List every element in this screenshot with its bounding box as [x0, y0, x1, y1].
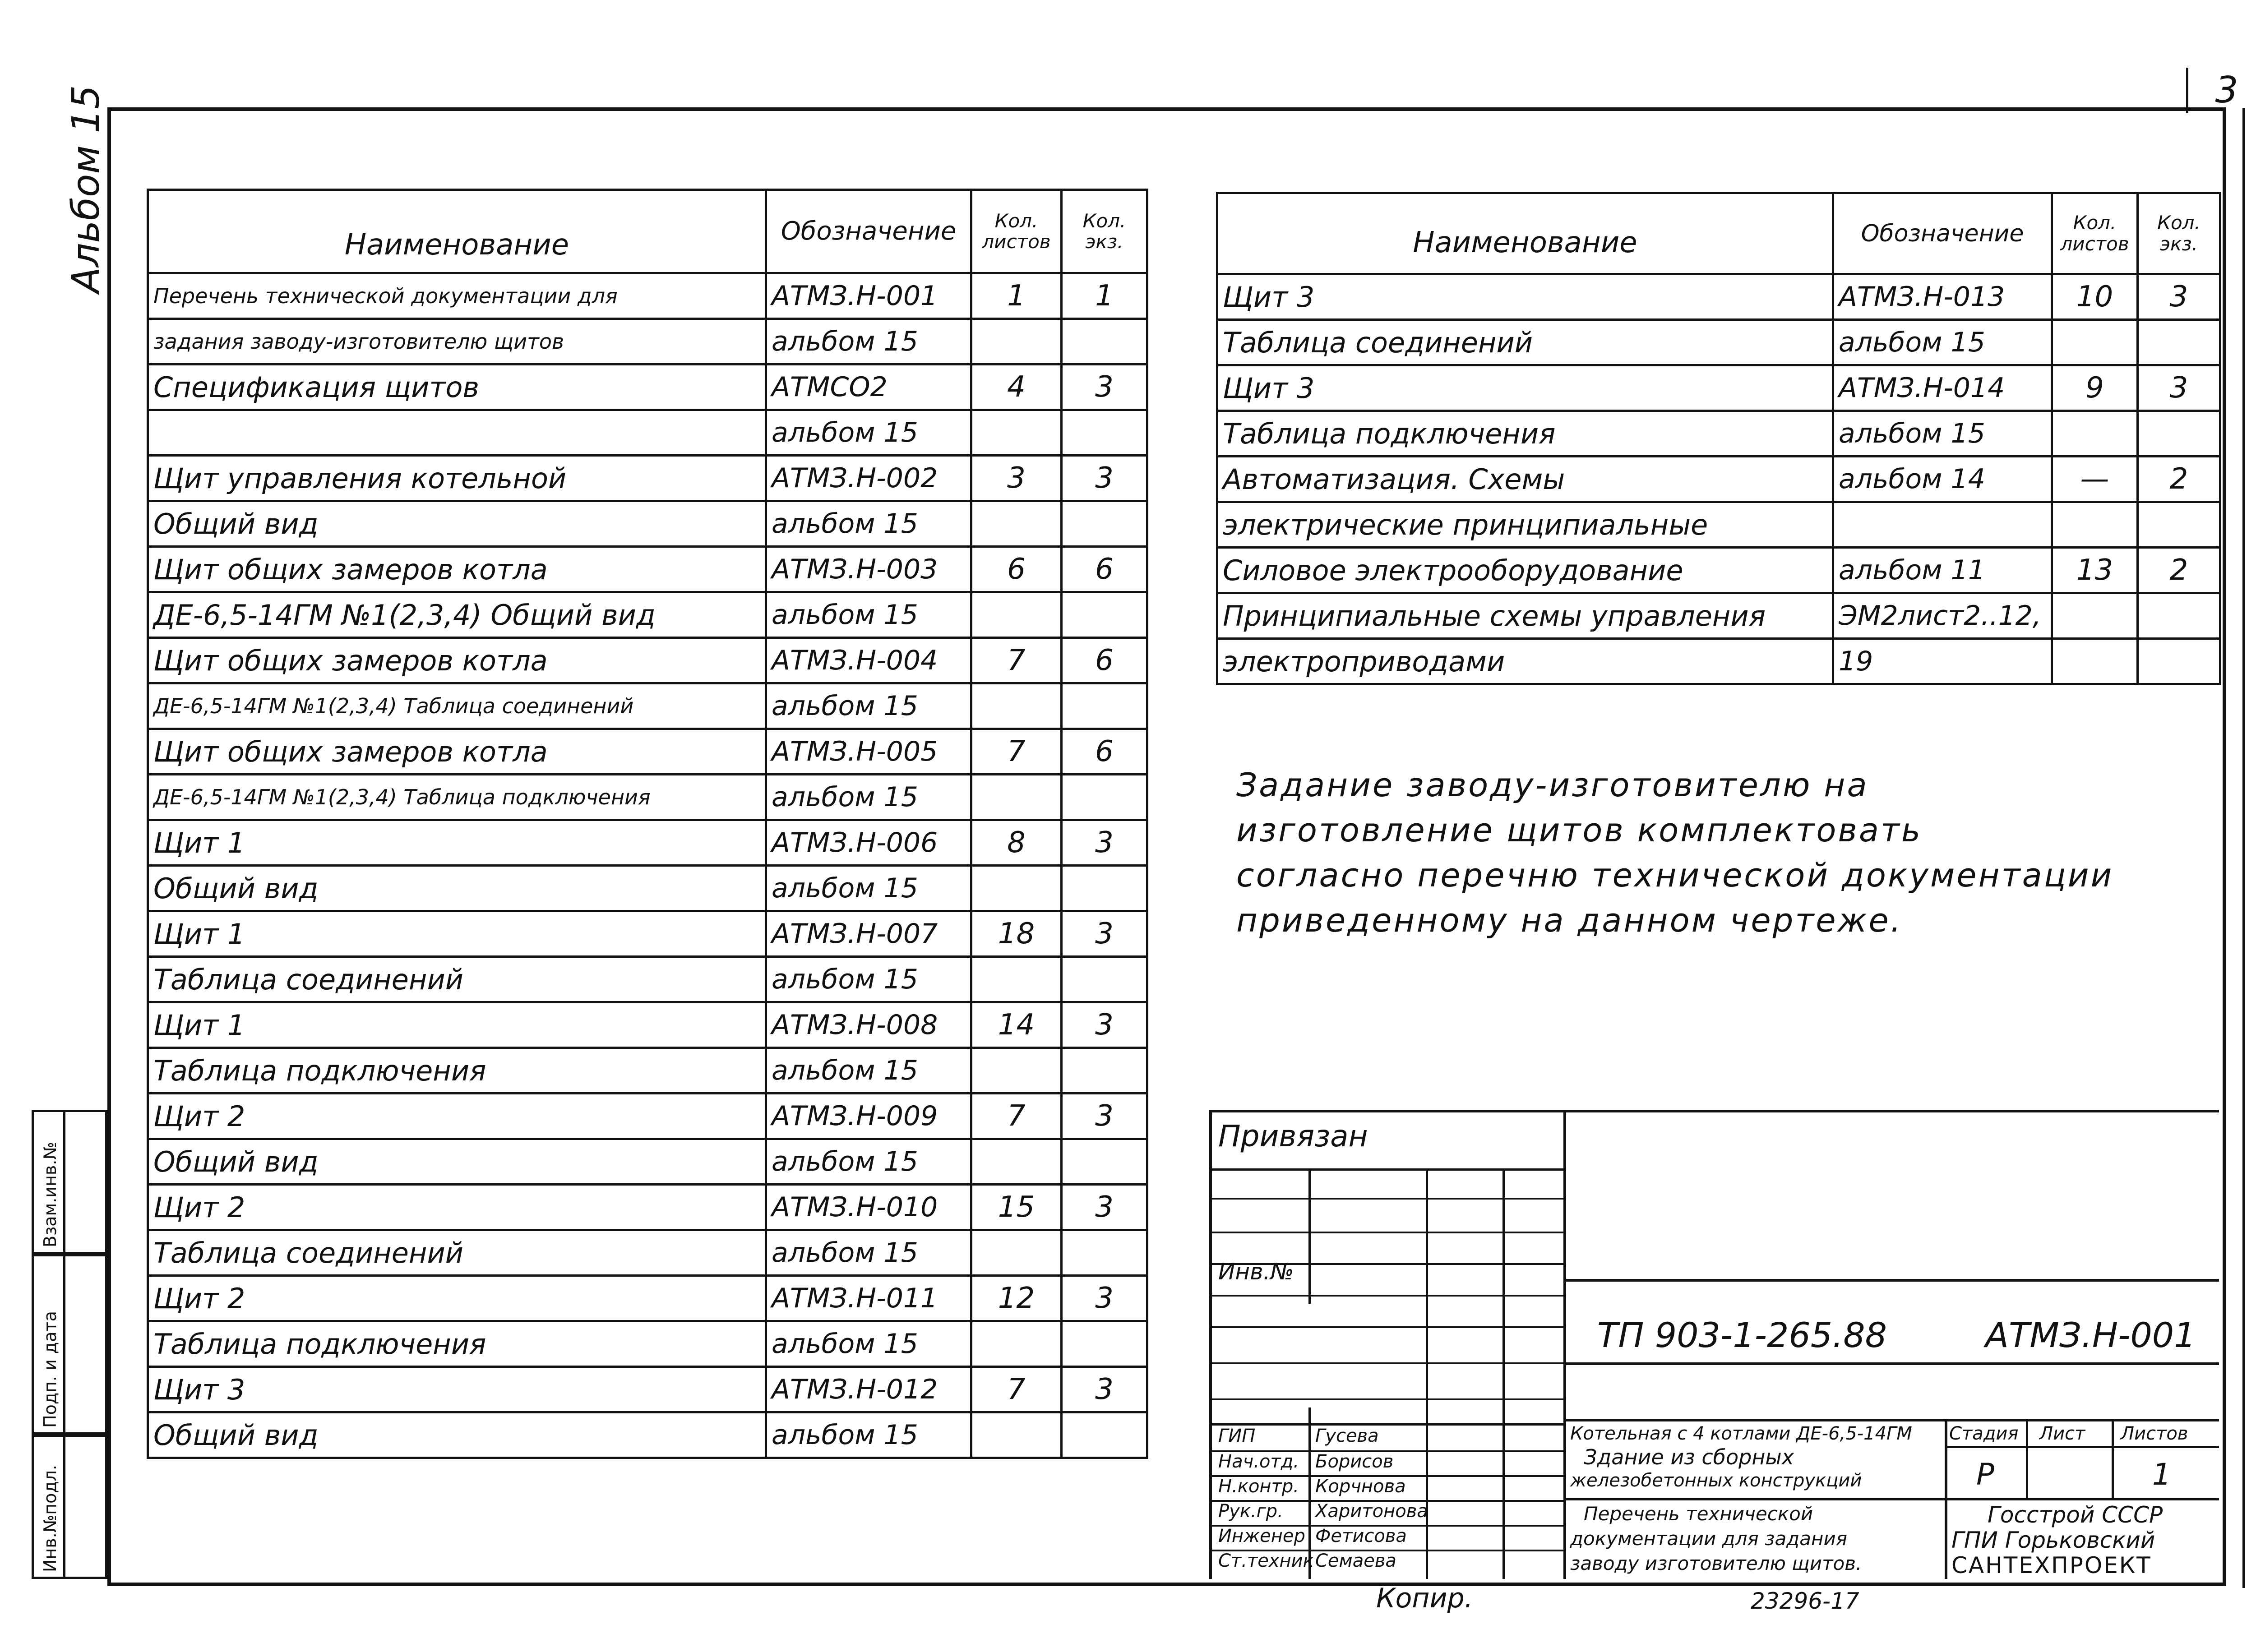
- cell-copies: 3: [1062, 911, 1147, 957]
- table-row: [1217, 548, 2220, 593]
- table-row: [1217, 411, 2220, 457]
- cell-copies: [1062, 501, 1147, 547]
- cell-copies: 3: [1062, 1185, 1147, 1230]
- cell-copies: [1062, 592, 1147, 638]
- cell-sheets: 6: [971, 547, 1062, 592]
- cell-sheets: 10: [2052, 274, 2138, 320]
- signer-role: Ст.техник: [1218, 1550, 1314, 1571]
- cell-copies: [2138, 639, 2220, 684]
- cell-copies: [1062, 1412, 1147, 1458]
- cell-name: Перечень технической документации для: [148, 273, 766, 319]
- table-row: [148, 729, 1147, 775]
- cell-designation: [1833, 502, 2052, 548]
- cell-copies: 2: [2138, 548, 2220, 593]
- stage-value: Р: [1976, 1457, 1994, 1492]
- cell-copies: [1062, 1139, 1147, 1185]
- cell-sheets: 13: [2052, 548, 2138, 593]
- cell-sheets: [971, 957, 1062, 1002]
- table-row: [148, 273, 1147, 319]
- cell-name: электрические принципиальные: [1217, 502, 1833, 548]
- cell-copies: [1062, 957, 1147, 1002]
- cell-name: Щит 2: [148, 1094, 766, 1139]
- cell-sheets: [971, 1321, 1062, 1367]
- table-row: [148, 1321, 1147, 1367]
- table-row: [148, 1094, 1147, 1139]
- cell-designation: альбом 15: [1833, 411, 2052, 457]
- cell-designation: АТМЗ.Н-001: [766, 273, 971, 319]
- cell-copies: [1062, 866, 1147, 911]
- object-description: [1570, 1422, 1912, 1492]
- privyazan-label: Привязан: [1218, 1119, 1368, 1154]
- cell-copies: [2138, 320, 2220, 365]
- cell-designation: АТМЗ.Н-007: [766, 911, 971, 957]
- cell-designation: альбом 11: [1833, 548, 2052, 593]
- cell-sheets: 12: [971, 1276, 1062, 1321]
- cell-designation: АТМЗ.Н-009: [766, 1094, 971, 1139]
- cell-name: Таблица подключения: [1217, 411, 1833, 457]
- archive-number: 23296-17: [1751, 1588, 1859, 1614]
- cell-designation: альбом 15: [766, 866, 971, 911]
- cell-copies: [1062, 1321, 1147, 1367]
- cell-sheets: [971, 1139, 1062, 1185]
- frame-margin-line: [2242, 108, 2245, 1588]
- table-row: [148, 410, 1147, 456]
- cell-copies: 3: [1062, 1367, 1147, 1412]
- cell-sheets: 1: [971, 273, 1062, 319]
- cell-name: задания заводу-изготовителю щитов: [148, 319, 766, 365]
- cell-sheets: [971, 683, 1062, 729]
- cell-sheets: [971, 1230, 1062, 1276]
- table-row: [148, 1002, 1147, 1048]
- cell-copies: [1062, 775, 1147, 820]
- signer-role: Нач.отд.: [1218, 1451, 1299, 1472]
- right-header-name: Наименование: [1217, 193, 1833, 274]
- cell-name: Таблица подключения: [148, 1321, 766, 1367]
- cell-designation: АТМЗ.Н-013: [1833, 274, 2052, 320]
- note-line: приведенному на данном чертеже.: [1236, 901, 1903, 939]
- sheet-header: Лист: [2039, 1423, 2085, 1444]
- cell-name: Принципиальные схемы управления: [1217, 593, 1833, 639]
- cell-sheets: [971, 410, 1062, 456]
- cell-name: Щит 1: [148, 911, 766, 957]
- cell-copies: 1: [1062, 273, 1147, 319]
- cell-copies: 6: [1062, 638, 1147, 683]
- cell-designation: альбом 15: [766, 1230, 971, 1276]
- table-row: [148, 775, 1147, 820]
- table-row: [148, 638, 1147, 683]
- cell-designation: АТМЗ.Н-014: [1833, 365, 2052, 411]
- table-row: [148, 1276, 1147, 1321]
- cell-copies: [1062, 683, 1147, 729]
- cell-designation: АТМЗ.Н-012: [766, 1367, 971, 1412]
- cell-name: Щит общих замеров котла: [148, 547, 766, 592]
- cell-designation: альбом 15: [766, 1139, 971, 1185]
- cell-designation: АТМЗ.Н-011: [766, 1276, 971, 1321]
- cell-name: Силовое электрооборудование: [1217, 548, 1833, 593]
- cell-copies: [1062, 1230, 1147, 1276]
- cell-copies: 3: [2138, 274, 2220, 320]
- cell-sheets: 8: [971, 820, 1062, 866]
- right-header-copies: Кол. экз.: [2138, 193, 2220, 274]
- side-label-inv: Инв.№подл.: [40, 1464, 60, 1572]
- cell-designation: альбом 15: [766, 319, 971, 365]
- org-line: САНТЕХПРОЕКТ: [1951, 1552, 2152, 1578]
- cell-name: Щит общих замеров котла: [148, 638, 766, 683]
- doc-title-line: заводу изготовителю щитов.: [1570, 1552, 1862, 1574]
- sheets-header: Листов: [2121, 1423, 2188, 1444]
- cell-copies: [1062, 1048, 1147, 1094]
- cell-designation: альбом 15: [766, 1321, 971, 1367]
- cell-designation: альбом 15: [766, 683, 971, 729]
- cell-designation: альбом 14: [1833, 457, 2052, 502]
- assembly-note: [1236, 762, 2184, 943]
- cell-sheets: 7: [971, 1367, 1062, 1412]
- cell-designation: альбом 15: [766, 410, 971, 456]
- cell-name: Таблица соединений: [1217, 320, 1833, 365]
- cell-sheets: [971, 1048, 1062, 1094]
- left-spec-table: [147, 189, 1148, 1459]
- cell-name: ДЕ-6,5-14ГМ №1(2,3,4) Общий вид: [148, 592, 766, 638]
- left-header-copies: Кол. экз.: [1062, 190, 1147, 273]
- table-row: [1217, 502, 2220, 548]
- cell-sheets: 7: [971, 1094, 1062, 1139]
- cell-sheets: [971, 1412, 1062, 1458]
- inv-label: Инв.№: [1218, 1259, 1294, 1285]
- cell-copies: [2138, 502, 2220, 548]
- cell-name: Щит 1: [148, 820, 766, 866]
- cell-copies: 3: [1062, 1002, 1147, 1048]
- cell-name: ДЕ-6,5-14ГМ №1(2,3,4) Таблица соединений: [148, 683, 766, 729]
- signer-role: Инженер: [1218, 1526, 1305, 1546]
- cell-name: Таблица подключения: [148, 1048, 766, 1094]
- side-cell-inv: [32, 1435, 107, 1579]
- sheets-value: 1: [2152, 1457, 2171, 1492]
- cell-name: Щит общих замеров котла: [148, 729, 766, 775]
- signer-role: Н.контр.: [1218, 1476, 1299, 1497]
- signer-role: Рук.гр.: [1218, 1501, 1283, 1522]
- cell-copies: 3: [1062, 456, 1147, 501]
- cell-sheets: 15: [971, 1185, 1062, 1230]
- signer-name: Гусева: [1315, 1426, 1379, 1446]
- cell-designation: альбом 15: [766, 1048, 971, 1094]
- cell-sheets: —: [2052, 457, 2138, 502]
- signer-name: Борисов: [1315, 1451, 1394, 1472]
- signer-name: Семаева: [1315, 1550, 1396, 1571]
- cell-sheets: [2052, 639, 2138, 684]
- cell-designation: АТМЗ.Н-006: [766, 820, 971, 866]
- cell-designation: 19: [1833, 639, 2052, 684]
- cell-sheets: [2052, 502, 2138, 548]
- table-row: [1217, 274, 2220, 320]
- table-row: [148, 547, 1147, 592]
- cell-sheets: [2052, 320, 2138, 365]
- copy-label: Копир.: [1376, 1583, 1473, 1614]
- cell-sheets: 4: [971, 365, 1062, 410]
- table-row: [148, 820, 1147, 866]
- cell-name: Общий вид: [148, 866, 766, 911]
- cell-designation: альбом 15: [766, 1412, 971, 1458]
- table-row: [148, 1412, 1147, 1458]
- side-stamp: [32, 1110, 107, 1579]
- side-cell-zam: [32, 1110, 107, 1254]
- cell-sheets: [2052, 593, 2138, 639]
- cell-sheets: [971, 501, 1062, 547]
- cell-name: Щит 2: [148, 1185, 766, 1230]
- cell-copies: 3: [1062, 820, 1147, 866]
- cell-name: электроприводами: [1217, 639, 1833, 684]
- title-block: [1209, 1110, 2219, 1579]
- cell-name: Таблица соединений: [148, 957, 766, 1002]
- cell-sheets: 7: [971, 638, 1062, 683]
- album-vertical-label: Альбом 15: [64, 85, 108, 293]
- table-row: [148, 911, 1147, 957]
- object-line: Котельная с 4 котлами ДЕ-6,5-14ГМ: [1570, 1423, 1912, 1444]
- table-row: [148, 365, 1147, 410]
- table-row: [148, 957, 1147, 1002]
- signer-role: ГИП: [1218, 1426, 1256, 1446]
- table-row: [1217, 593, 2220, 639]
- side-label-vzam: Взам.инв.№: [40, 1142, 60, 1247]
- signer-name: Корчнова: [1315, 1476, 1406, 1497]
- cell-designation: АТМЗ.Н-003: [766, 547, 971, 592]
- table-row: [148, 1048, 1147, 1094]
- note-line: согласно перечню технической документации: [1236, 856, 2114, 894]
- cell-designation: альбом 15: [766, 957, 971, 1002]
- table-row: [148, 592, 1147, 638]
- table-row: [148, 683, 1147, 729]
- object-line: железобетонных конструкций: [1570, 1470, 1862, 1491]
- object-line: Здание из сборных: [1584, 1445, 1794, 1469]
- cell-designation: АТМЗ.Н-008: [766, 1002, 971, 1048]
- table-row: [1217, 320, 2220, 365]
- cell-designation: АТМЗ.Н-004: [766, 638, 971, 683]
- org-line: Госстрой СССР: [1988, 1502, 2163, 1528]
- table-row: [148, 1139, 1147, 1185]
- cell-name: Таблица соединений: [148, 1230, 766, 1276]
- doc-title-line: документации для задания: [1570, 1527, 1848, 1550]
- cell-designation: АТМЗ.Н-005: [766, 729, 971, 775]
- table-row: [1217, 639, 2220, 684]
- doc-code: ТП 903-1-265.88: [1597, 1315, 1887, 1355]
- signer-name: Фетисова: [1315, 1526, 1407, 1546]
- cell-sheets: [2052, 411, 2138, 457]
- cell-copies: 3: [1062, 1094, 1147, 1139]
- table-row: [1217, 457, 2220, 502]
- cell-designation: альбом 15: [766, 501, 971, 547]
- table-row: [148, 866, 1147, 911]
- cell-name: Щит 1: [148, 1002, 766, 1048]
- right-header-sheets: Кол. листов: [2052, 193, 2138, 274]
- doc-title-line: Перечень технической: [1584, 1503, 1813, 1525]
- cell-designation: ЭМ2лист2..12,: [1833, 593, 2052, 639]
- cell-copies: 3: [1062, 365, 1147, 410]
- cell-name: Щит 3: [1217, 274, 1833, 320]
- cell-name: Автоматизация. Схемы: [1217, 457, 1833, 502]
- right-spec-table: [1216, 192, 2221, 685]
- right-header-designation: Обозначение: [1833, 193, 2052, 274]
- table-row: [1217, 365, 2220, 411]
- left-header-sheets: Кол. листов: [971, 190, 1062, 273]
- cell-name: Щит 3: [1217, 365, 1833, 411]
- cell-sheets: 9: [2052, 365, 2138, 411]
- cell-copies: [1062, 410, 1147, 456]
- cell-sheets: [971, 866, 1062, 911]
- cell-sheets: [971, 775, 1062, 820]
- note-line: изготовление щитов комплектовать: [1236, 811, 1923, 849]
- doc-title: [1570, 1501, 1862, 1576]
- cell-designation: АТМЗ.Н-002: [766, 456, 971, 501]
- cell-designation: альбом 15: [766, 775, 971, 820]
- cell-copies: 3: [2138, 365, 2220, 411]
- cell-name: ДЕ-6,5-14ГМ №1(2,3,4) Таблица подключения: [148, 775, 766, 820]
- cell-name: Общий вид: [148, 1139, 766, 1185]
- cell-designation: альбом 15: [1833, 320, 2052, 365]
- signer-name: Харитонова: [1315, 1501, 1428, 1522]
- table-row: [148, 1185, 1147, 1230]
- cell-sheets: 3: [971, 456, 1062, 501]
- doc-designation: АТМЗ.Н-001: [1985, 1315, 2196, 1355]
- table-row: [148, 1367, 1147, 1412]
- cell-sheets: [971, 592, 1062, 638]
- cell-name: Щит управления котельной: [148, 456, 766, 501]
- cell-name: Общий вид: [148, 501, 766, 547]
- table-row: [148, 319, 1147, 365]
- table-row: [148, 501, 1147, 547]
- table-row: [148, 1230, 1147, 1276]
- cell-copies: 6: [1062, 729, 1147, 775]
- page-number: 3: [2186, 68, 2256, 113]
- cell-name: Спецификация щитов: [148, 365, 766, 410]
- cell-copies: 6: [1062, 547, 1147, 592]
- cell-copies: 3: [1062, 1276, 1147, 1321]
- left-header-name: Наименование: [148, 190, 766, 273]
- side-label-podp: Подп. и дата: [40, 1311, 60, 1428]
- side-cell-podp: [32, 1254, 107, 1435]
- organization: [1951, 1502, 2163, 1578]
- cell-sheets: [971, 319, 1062, 365]
- cell-name: Общий вид: [148, 1412, 766, 1458]
- cell-name: Щит 3: [148, 1367, 766, 1412]
- cell-sheets: 14: [971, 1002, 1062, 1048]
- cell-sheets: 18: [971, 911, 1062, 957]
- note-line: Задание заводу-изготовителю на: [1236, 766, 1869, 804]
- cell-copies: [2138, 411, 2220, 457]
- cell-designation: альбом 15: [766, 592, 971, 638]
- cell-designation: АТМЗ.Н-010: [766, 1185, 971, 1230]
- left-header-designation: Обозначение: [766, 190, 971, 273]
- cell-copies: [1062, 319, 1147, 365]
- org-line: ГПИ Горьковский: [1951, 1527, 2155, 1553]
- cell-name: Щит 2: [148, 1276, 766, 1321]
- cell-copies: 2: [2138, 457, 2220, 502]
- stage-header: Стадия: [1949, 1423, 2019, 1444]
- cell-copies: [2138, 593, 2220, 639]
- table-row: [148, 456, 1147, 501]
- cell-sheets: 7: [971, 729, 1062, 775]
- cell-designation: АТМСО2: [766, 365, 971, 410]
- cell-name: [148, 410, 766, 456]
